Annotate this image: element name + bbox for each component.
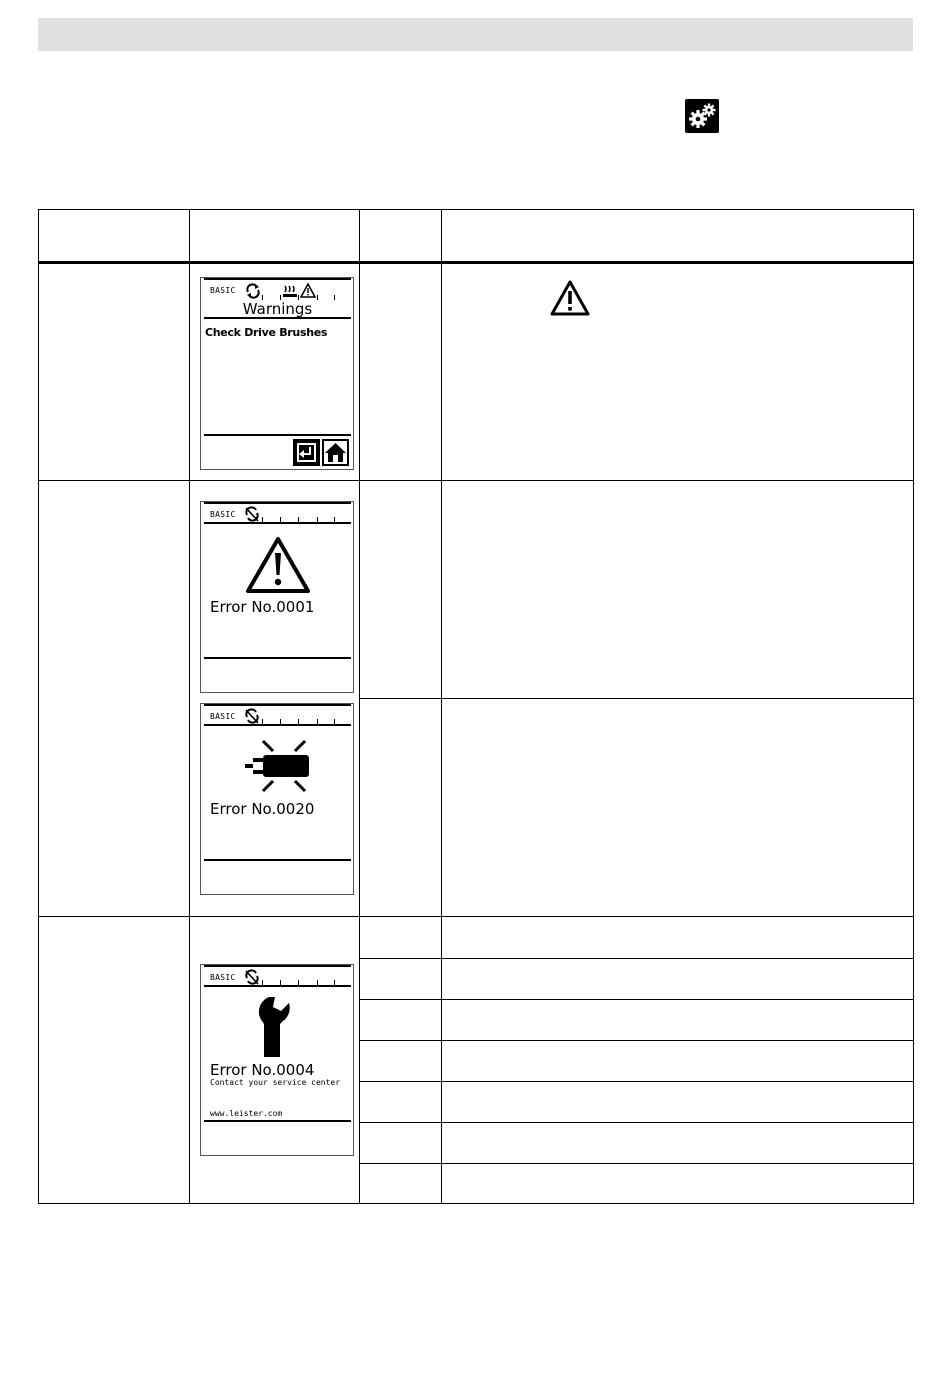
table-cell <box>39 481 190 917</box>
status-label: BASIC <box>210 286 236 295</box>
header-cell <box>190 210 360 263</box>
subrow-column <box>442 917 913 1203</box>
warnings-screen <box>200 277 354 470</box>
back-button[interactable] <box>293 439 320 466</box>
warning-triangle-icon <box>245 536 311 594</box>
rotation-icon <box>244 283 262 299</box>
heating-icon <box>282 283 298 299</box>
table-cell <box>442 263 914 481</box>
header-cell <box>442 210 914 263</box>
table-cell <box>39 917 190 1204</box>
table-header-row <box>39 210 914 263</box>
error-0004-screen <box>200 964 354 1156</box>
table-cell <box>442 917 914 1204</box>
plug-disconnect-icon <box>243 738 313 794</box>
warnings-title: Warnings <box>204 300 351 319</box>
table-cell <box>190 481 360 917</box>
status-label: BASIC <box>210 510 236 519</box>
error-code: Error No.0020 <box>210 800 315 818</box>
table-cell <box>39 263 190 481</box>
table-row <box>39 481 914 699</box>
error-code: Error No.0001 <box>210 598 315 616</box>
subrow-column <box>360 917 441 1203</box>
error-0020-screen <box>200 703 354 895</box>
error-0001-screen <box>200 501 354 693</box>
rotation-off-icon <box>243 506 261 523</box>
error-code: Error No.0004 <box>210 1061 315 1079</box>
header-cell <box>360 210 442 263</box>
table-cell <box>190 263 360 481</box>
warning-message: Check Drive Brushes <box>205 326 328 339</box>
rotation-off-icon <box>243 708 261 725</box>
header-cell <box>39 210 190 263</box>
rotation-off-icon <box>243 969 261 986</box>
table-row <box>39 263 914 481</box>
table-cell <box>442 699 914 917</box>
table-cell <box>190 917 360 1204</box>
service-contact-text: Contact your service center <box>210 1078 341 1087</box>
table-cell <box>360 917 442 1204</box>
error-warning-table <box>38 209 914 1204</box>
table-cell <box>360 699 442 917</box>
table-cell <box>360 481 442 699</box>
gear-settings-icon <box>685 99 719 133</box>
table-cell <box>360 263 442 481</box>
status-label: BASIC <box>210 712 236 721</box>
warning-triangle-icon <box>550 280 590 316</box>
wrench-icon <box>255 993 305 1059</box>
warning-small-icon <box>300 283 316 298</box>
service-url: www.leister.com <box>210 1109 283 1118</box>
header-bar <box>38 18 913 51</box>
status-label: BASIC <box>210 973 236 982</box>
table-cell <box>442 481 914 699</box>
home-button[interactable] <box>322 439 349 466</box>
table-row <box>39 917 914 1204</box>
